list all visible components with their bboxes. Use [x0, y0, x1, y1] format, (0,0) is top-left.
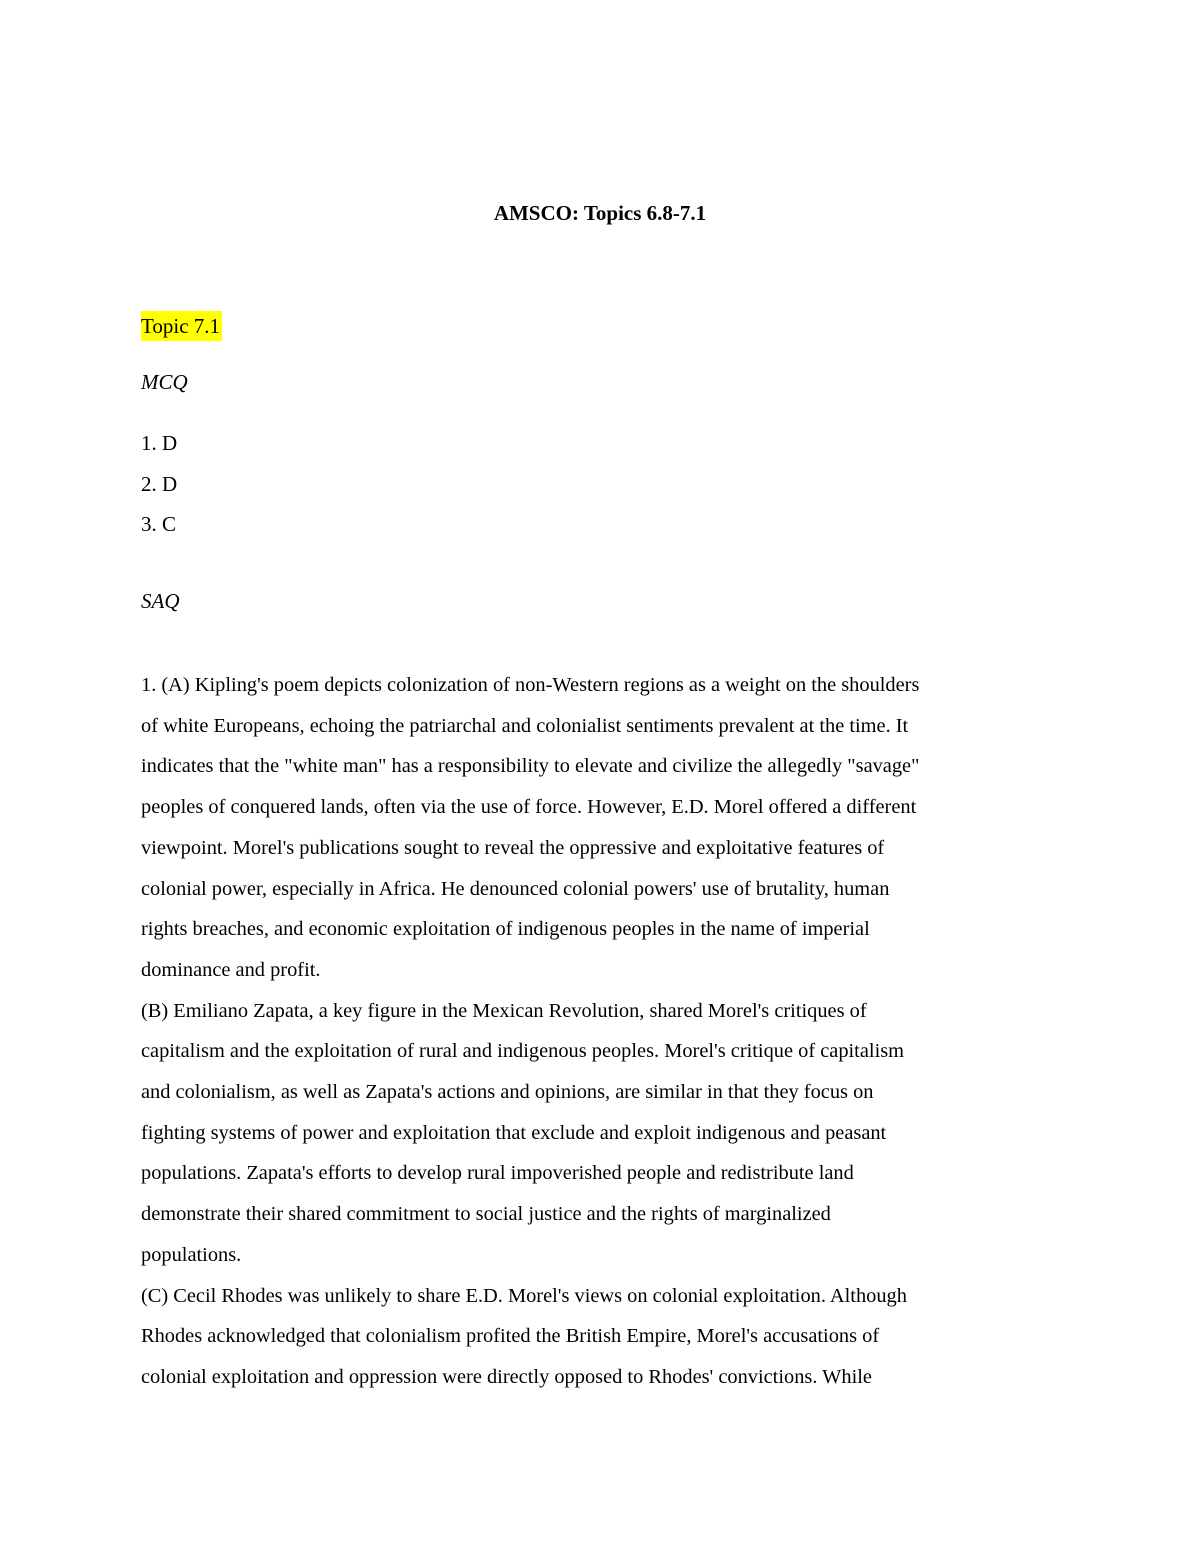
- saq-line: (B) Emiliano Zapata, a key figure in the Mexican Revolution, shared Morel's critiques of: [141, 999, 867, 1022]
- saq-line: of white Europeans, echoing the patriarchal and colonialist sentiments prevalent at the time. It: [141, 714, 909, 737]
- saq-line: colonial exploitation and oppression were directly opposed to Rhodes' convictions. While: [141, 1365, 872, 1388]
- saq-line: Rhodes acknowledged that colonialism profited the British Empire, Morel's accusations of: [141, 1325, 880, 1348]
- saq-line: (C) Cecil Rhodes was unlikely to share E.D. Morel's views on colonial exploitation. Although: [141, 1284, 907, 1307]
- saq-answer-text: [141, 665, 1051, 1398]
- topic-heading: Topic 7.1: [141, 311, 222, 341]
- saq-line: rights breaches, and economic exploitation of indigenous peoples in the name of imperial: [141, 918, 870, 941]
- saq-line: fighting systems of power and exploitation that exclude and exploit indigenous and peasant: [141, 1121, 887, 1144]
- saq-line: demonstrate their shared commitment to social justice and the rights of marginalized: [141, 1203, 831, 1226]
- saq-line: and colonialism, as well as Zapata's actions and opinions, are similar in that they focus on: [141, 1081, 874, 1104]
- mcq-answer: 3. C: [141, 512, 177, 536]
- saq-line: peoples of conquered lands, often via the use of force. However, E.D. Morel offered a different: [141, 796, 917, 819]
- saq-line: populations.: [141, 1243, 242, 1266]
- document-title: AMSCO: Topics 6.8-7.1: [493, 201, 707, 225]
- mcq-answer-list: [141, 423, 177, 545]
- mcq-label: MCQ: [141, 370, 188, 394]
- saq-line: 1. (A) Kipling's poem depicts colonization of non-Western regions as a weight on the shoulders: [141, 674, 920, 696]
- saq-line: dominance and profit.: [141, 958, 321, 981]
- saq-line: populations. Zapata's efforts to develop rural impoverished people and redistribute land: [141, 1162, 854, 1185]
- mcq-answer: 1. D: [141, 431, 178, 455]
- saq-line: colonial power, especially in Africa. He denounced colonial powers' use of brutality, human: [141, 877, 890, 900]
- saq-line: viewpoint. Morel's publications sought to reveal the oppressive and exploitative features of: [141, 836, 885, 859]
- saq-line: indicates that the "white man" has a responsibility to elevate and civilize the allegedly "savage": [141, 755, 920, 778]
- saq-line: capitalism and the exploitation of rural and indigenous peoples. Morel's critique of capitalism: [141, 1040, 905, 1063]
- saq-label: SAQ: [141, 589, 180, 613]
- mcq-answer: 2. D: [141, 471, 178, 496]
